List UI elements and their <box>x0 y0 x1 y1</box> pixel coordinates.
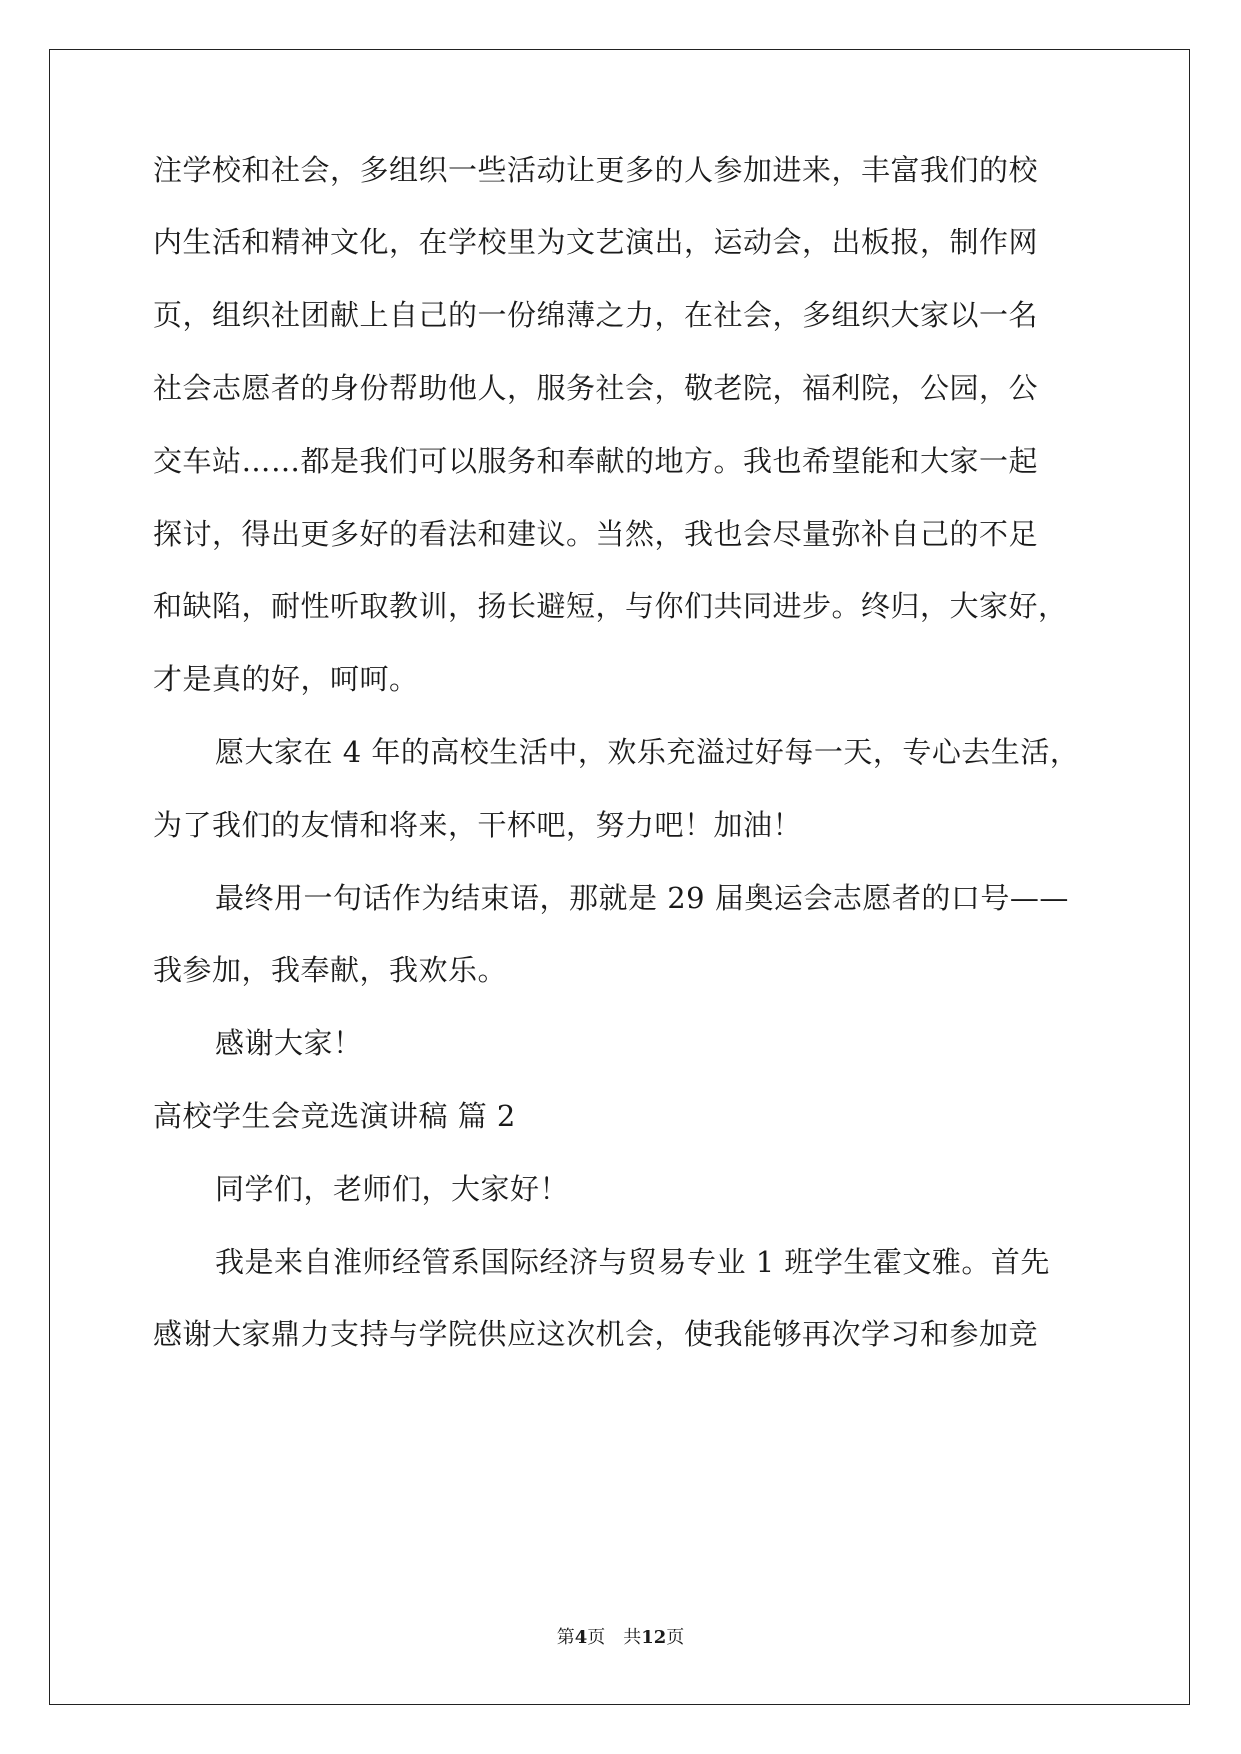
footer-prefix: 第 <box>556 1627 575 1648</box>
text-line: 为了我们的友情和将来，干杯吧，努力吧！加油！ <box>153 808 803 842</box>
text-line: 社会志愿者的身份帮助他人，服务社会，敬老院，福利院，公园，公 <box>153 371 1039 405</box>
text-line: 最终用一句话作为结束语，那就是 29 届奥运会志愿者的口号—— <box>215 881 1069 915</box>
text-line: 和缺陷，耐性听取教训，扬长避短，与你们共同进步。终归，大家好， <box>153 589 1068 623</box>
text-line: 页，组织社团献上自己的一份绵薄之力，在社会，多组织大家以一名 <box>153 298 1039 332</box>
text-line: 交车站……都是我们可以服务和奉献的地方。我也希望能和大家一起 <box>153 444 1039 478</box>
text-line: 探讨，得出更多好的看法和建议。当然，我也会尽量弥补自己的不足 <box>153 517 1039 551</box>
text-line: 同学们，老师们，大家好！ <box>215 1172 570 1206</box>
footer-mid: 页 共 <box>587 1627 642 1648</box>
text-line: 我参加，我奉献，我欢乐。 <box>153 953 508 987</box>
text-line: 感谢大家鼎力支持与学院供应这次机会，使我能够再次学习和参加竞 <box>153 1317 1039 1351</box>
footer-total-pages: 12 <box>641 1627 667 1648</box>
text-line: 我是来自淮师经管系国际经济与贸易专业 1 班学生霍文雅。首先 <box>215 1245 1050 1279</box>
text-line: 内生活和精神文化，在学校里为文艺演出，运动会，出板报，制作网 <box>153 225 1039 259</box>
text-line: 注学校和社会，多组织一些活动让更多的人参加进来，丰富我们的校 <box>153 153 1039 187</box>
text-line: 才是真的好，呵呵。 <box>153 662 419 696</box>
section-heading: 高校学生会竞选演讲稿 篇 2 <box>153 1099 516 1133</box>
page-footer <box>0 1626 1241 1650</box>
text-line: 愿大家在 4 年的高校生活中，欢乐充溢过好每一天，专心去生活， <box>215 735 1080 769</box>
footer-current-page: 4 <box>574 1627 588 1648</box>
footer-suffix: 页 <box>666 1627 685 1648</box>
text-line: 感谢大家！ <box>215 1026 363 1060</box>
